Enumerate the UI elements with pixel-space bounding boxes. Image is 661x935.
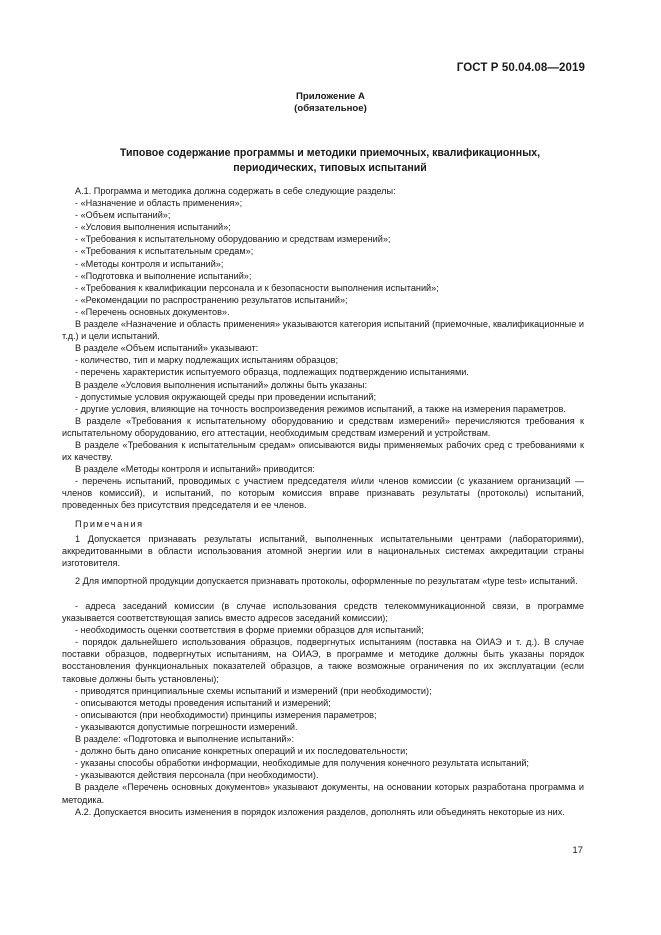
list-item: - приводятся принципиальные схемы испытаний и измерений (при необходимости); bbox=[75, 685, 432, 696]
list-item: - «Требования к испытательному оборудованию и средствам измерений»; bbox=[75, 234, 391, 245]
list-item: - «Методы контроля и испытаний»; bbox=[75, 258, 224, 269]
note-item: 1 Допускается признавать результаты испытаний, выполненных испытательными центрами (лабораториями), аккредитованными в области использования атомной энергии или в национальных системах аккредитации страны изготовителя. bbox=[62, 533, 584, 568]
list-item: - количество, тип и марку подлежащих испытаниям образцов; bbox=[75, 355, 339, 366]
note-item: 2 Для импортной продукции допускается признавать протоколы, оформленные по результатам «type test» испытаний. bbox=[75, 575, 578, 586]
paragraph: В разделе «Назначение и область применения» указываются категория испытаний (приемочные, квалификационные и т.д.) и цели испытаний. bbox=[62, 319, 584, 342]
paragraph: А.1. Программа и методика должна содержать в себе следующие разделы: bbox=[75, 186, 396, 196]
section-title-line: Типовое содержание программы и методики приемочных, квалификационных, bbox=[119, 147, 541, 159]
section-title-line: периодических, типовых испытаний bbox=[233, 161, 427, 174]
paragraph: В разделе «Требования к испытательному оборудованию и средствам измерений» перечисляются требования к испытательному оборудованию, его аттестации, необходимым средствам измерений и устройствам. bbox=[62, 415, 584, 438]
list-item: - необходимость оценки соответствия в форме приемки образцов для испытаний; bbox=[75, 625, 424, 636]
list-item: - «Объем испытаний»; bbox=[75, 210, 171, 221]
list-item: - указаны способы обработки информации, необходимые для получения конечного результата испытаний; bbox=[75, 758, 529, 769]
list-item: - «Требования к испытательным средам»; bbox=[75, 246, 254, 257]
list-item: - допустимые условия окружающей среды при проведении испытаний; bbox=[75, 391, 376, 402]
list-item: - перечень характеристик испытуемого образца, подлежащих подтверждению испытаниями. bbox=[75, 367, 469, 378]
paragraph: В разделе «Методы контроля и испытаний» приводится: bbox=[75, 464, 315, 475]
list-item: - указываются действия персонала (при необходимости). bbox=[75, 770, 319, 781]
list-item: - описываются методы проведения испытаний и измерений; bbox=[75, 697, 331, 708]
section-title bbox=[70, 146, 590, 175]
list-item: - «Условия выполнения испытаний»; bbox=[75, 222, 231, 233]
paragraph: В разделе «Условия выполнения испытаний» должны быть указаны: bbox=[75, 379, 367, 390]
list-item: - «Назначение и область применения»; bbox=[75, 198, 243, 209]
paragraph: В разделе «Перечень основных документов» указывают документы, на основании которых разработана программа и методика. bbox=[62, 782, 584, 805]
list-item: - «Рекомендации по распространению результатов испытаний»; bbox=[75, 294, 348, 305]
standard-number: ГОСТ Р 50.04.08—2019 bbox=[456, 62, 585, 74]
notes-heading: Примечания bbox=[75, 518, 144, 529]
list-item: - адреса заседаний комиссии (в случае использования средств телекоммуникационной связи, в программе указывается соответствующая запись вместо адресов заседаний комиссии); bbox=[62, 601, 584, 624]
list-item: - «Требования к квалификации персонала и к безопасности выполнения испытаний»; bbox=[75, 282, 439, 293]
annex-status: (обязательное) bbox=[294, 103, 367, 114]
annex-heading bbox=[0, 91, 661, 115]
list-item: - перечень испытаний, проводимых с участием председателя и/или членов комиссии (с указанием организаций — членов комиссий), и испытаний, по которым комиссия вправе признавать результаты (протоколы) испытаний, проведенных без присутствия председателя и ее членов. bbox=[62, 476, 584, 511]
list-item: - «Подготовка и выполнение испытаний»; bbox=[75, 270, 252, 281]
list-item: - другие условия, влияющие на точность воспроизведения режимов испытаний, а также на измерения параметров. bbox=[75, 403, 566, 414]
list-item: - должно быть дано описание конкретных операций и их последовательности; bbox=[75, 746, 408, 757]
annex-title: Приложение А bbox=[296, 91, 365, 102]
paragraph: В разделе «Объем испытаний» указывают: bbox=[75, 343, 259, 354]
paragraph: А.2. Допускается вносить изменения в порядок изложения разделов, дополнять или объединять некоторые из них. bbox=[75, 806, 565, 817]
list-item: - описываются (при необходимости) принципы измерения параметров; bbox=[75, 709, 377, 720]
list-item: - указываются допустимые погрешности измерений. bbox=[75, 721, 298, 732]
list-item: - «Перечень основных документов». bbox=[75, 306, 230, 317]
document-body bbox=[62, 185, 584, 818]
paragraph: В разделе «Требования к испытательным средам» описываются виды применяемых рабочих сред с требованиями к их качеству. bbox=[62, 439, 584, 463]
paragraph: В разделе: «Подготовка и выполнение испытаний»: bbox=[75, 734, 295, 745]
list-item: - порядок дальнейшего использования образцов, подвергнутых испытаниям (поставка на ОИАЭ и т. д.). В случае поставки образцов, подвергнутых испытаниям, на ОИАЭ, в программе и методике должны быть указаны порядок восстановления функциональных показателей образцов, а также возможные ограничения по их эксплуатации (если таковые должны быть установлены); bbox=[62, 637, 584, 684]
page-number: 17 bbox=[572, 845, 583, 856]
